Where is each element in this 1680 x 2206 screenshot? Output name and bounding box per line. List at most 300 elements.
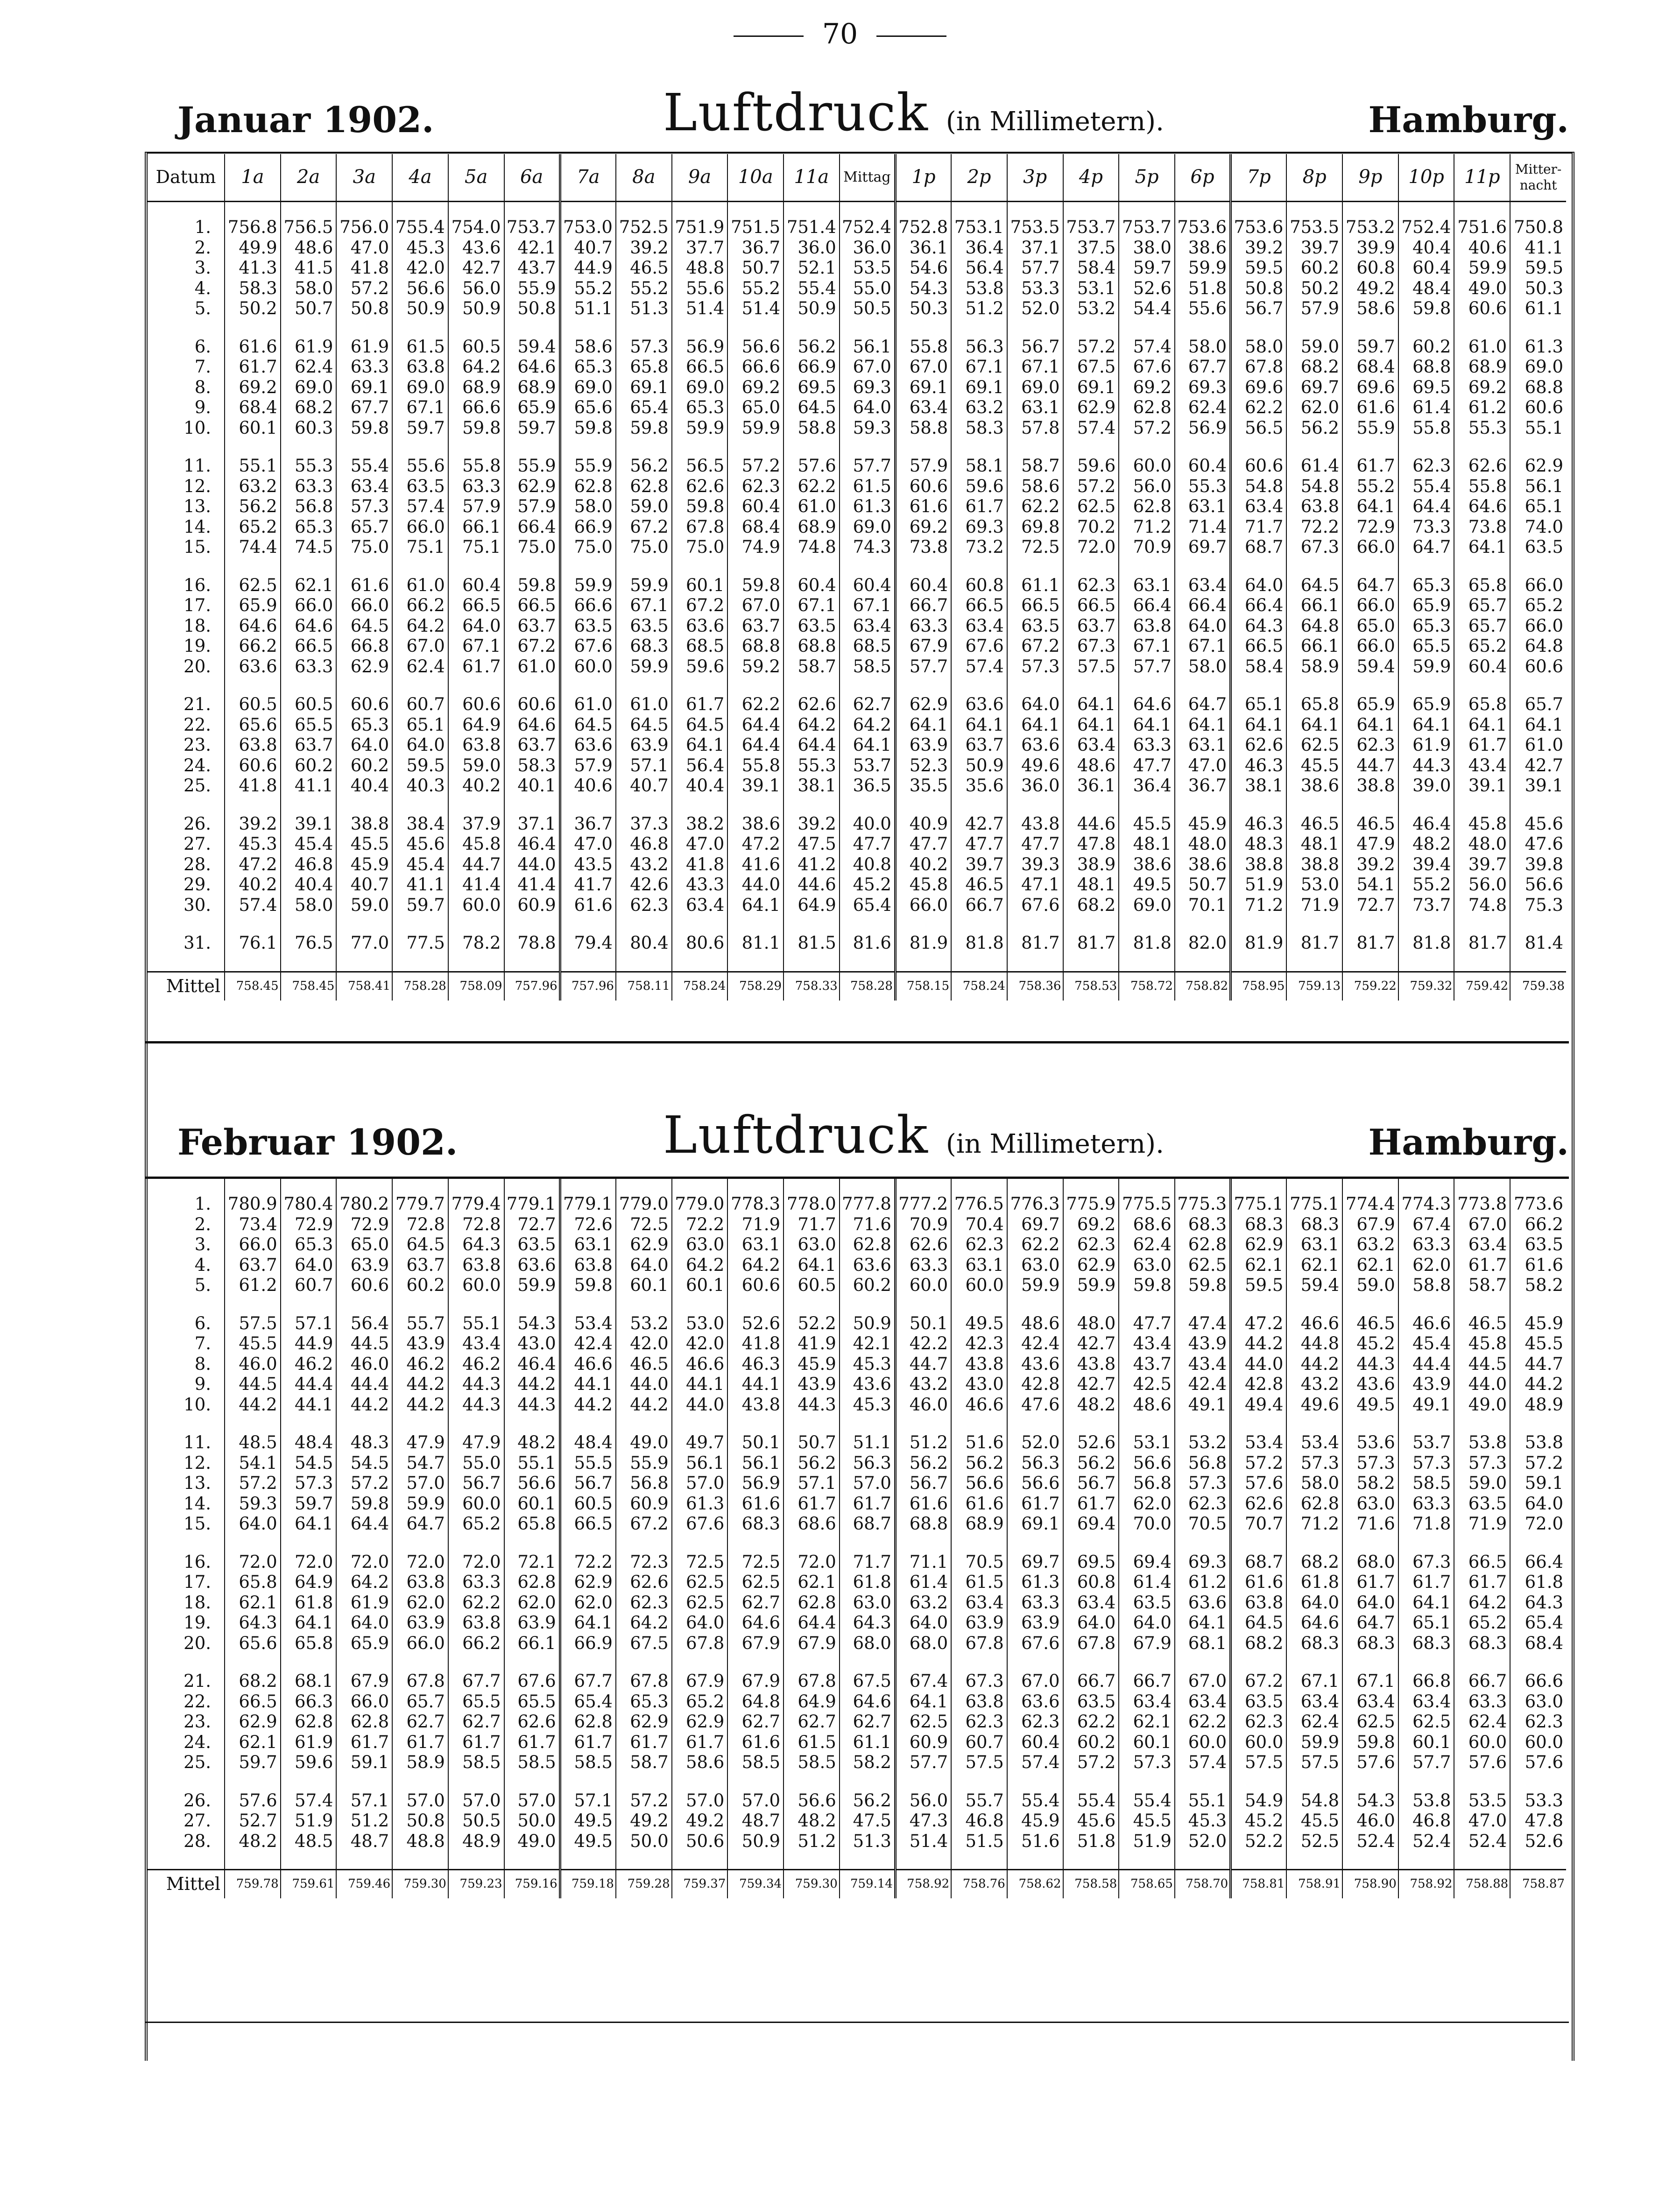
pressure-cell: 59.6 <box>672 656 728 677</box>
pressure-cell: 69.1 <box>1007 1514 1063 1534</box>
pressure-cell: 46.2 <box>281 1354 337 1374</box>
date-cell: 22. <box>184 714 212 735</box>
pressure-cell: 60.1 <box>672 575 728 596</box>
pressure-cell: 55.3 <box>784 755 840 776</box>
table-row <box>148 1214 1566 1235</box>
pressure-cell: 52.7 <box>225 1811 281 1831</box>
pressure-cell: 42.7 <box>448 258 504 278</box>
pressure-cell: 81.4 <box>1510 933 1566 953</box>
hour-header: 4p <box>1063 154 1119 202</box>
pressure-cell: 43.0 <box>951 1374 1007 1395</box>
pressure-cell: 60.9 <box>895 1732 951 1753</box>
pressure-cell: 71.1 <box>895 1552 951 1572</box>
pressure-cell: 43.3 <box>672 874 728 895</box>
pressure-cell: 66.6 <box>448 397 504 418</box>
pressure-cell: 58.5 <box>784 1752 840 1773</box>
pressure-cell: 58.1 <box>951 456 1007 476</box>
pressure-cell: 50.0 <box>616 1831 672 1852</box>
pressure-cell: 51.1 <box>840 1432 896 1453</box>
pressure-cell: 55.9 <box>616 1453 672 1473</box>
pressure-cell: 74.3 <box>840 537 896 557</box>
pressure-cell: 38.9 <box>1063 854 1119 875</box>
pressure-cell: 66.0 <box>392 1633 448 1654</box>
pressure-cell: 59.8 <box>1119 1275 1175 1296</box>
pressure-cell: 44.3 <box>448 1374 504 1395</box>
pressure-cell: 44.2 <box>616 1395 672 1415</box>
pressure-cell: 40.0 <box>840 814 896 834</box>
pressure-cell: 38.6 <box>1175 854 1231 875</box>
pressure-cell: 751.6 <box>1454 217 1510 238</box>
pressure-cell: 61.7 <box>784 1494 840 1514</box>
pressure-cell: 49.0 <box>1454 278 1510 299</box>
pressure-cell: 57.2 <box>1231 1453 1287 1473</box>
pressure-cell: 41.4 <box>448 874 504 895</box>
pressure-cell: 49.0 <box>616 1432 672 1453</box>
pressure-cell: 64.0 <box>1231 575 1287 596</box>
pressure-cell: 72.2 <box>672 1214 728 1235</box>
pressure-cell: 75.1 <box>448 537 504 557</box>
pressure-cell: 775.5 <box>1119 1194 1175 1214</box>
pressure-cell: 77.0 <box>336 933 392 953</box>
pressure-cell: 64.2 <box>448 357 504 377</box>
pressure-cell: 47.8 <box>1510 1811 1566 1831</box>
pressure-cell: 752.4 <box>840 217 896 238</box>
pressure-cell: 55.9 <box>560 456 616 476</box>
date-cell: 13. <box>184 1473 212 1493</box>
pressure-cell: 40.7 <box>616 775 672 796</box>
pressure-cell: 56.6 <box>504 1473 560 1494</box>
pressure-cell: 45.8 <box>448 834 504 854</box>
date-cell: 16. <box>184 1551 212 1572</box>
pressure-cell: 63.4 <box>951 616 1007 636</box>
pressure-cell: 68.8 <box>727 636 784 656</box>
pressure-cell: 60.6 <box>1454 298 1510 319</box>
pressure-cell: 57.1 <box>281 1313 337 1334</box>
pressure-cell: 53.8 <box>1398 1790 1454 1811</box>
pressure-cell: 40.2 <box>225 874 281 895</box>
pressure-cell: 62.8 <box>1175 1234 1231 1255</box>
date-cell: 23. <box>184 735 212 755</box>
pressure-cell: 55.1 <box>504 1453 560 1473</box>
pressure-cell: 56.6 <box>727 337 784 357</box>
pressure-cell: 61.0 <box>1510 735 1566 755</box>
pressure-cell: 62.5 <box>1063 496 1119 517</box>
pressure-cell: 47.2 <box>727 834 784 854</box>
pressure-cell: 63.5 <box>616 616 672 636</box>
pressure-cell: 63.6 <box>560 735 616 755</box>
pressure-cell: 56.7 <box>1063 1473 1119 1494</box>
pressure-cell: 73.8 <box>1454 517 1510 537</box>
hour-header: 3p <box>1007 154 1063 202</box>
pressure-cell: 57.3 <box>616 337 672 357</box>
pressure-cell: 751.9 <box>672 217 728 238</box>
pressure-cell: 61.6 <box>225 337 281 357</box>
pressure-cell: 45.6 <box>1063 1811 1119 1831</box>
pressure-cell: 41.7 <box>560 874 616 895</box>
pressure-cell: 59.7 <box>1342 337 1398 357</box>
pressure-cell: 70.5 <box>1175 1514 1231 1534</box>
pressure-cell: 56.6 <box>1007 1473 1063 1494</box>
spacer-row <box>148 677 1566 694</box>
date-cell: 6. <box>194 1313 212 1333</box>
date-cell: 9. <box>194 1374 212 1394</box>
mittel-cell: 759.42 <box>1454 972 1510 1001</box>
pressure-cell: 64.0 <box>448 616 504 636</box>
pressure-cell: 62.7 <box>392 1712 448 1732</box>
february-title-main: Luftdruck <box>663 1105 929 1165</box>
pressure-cell: 68.4 <box>225 397 281 418</box>
pressure-cell: 58.2 <box>1510 1275 1566 1296</box>
pressure-cell: 63.9 <box>336 1255 392 1276</box>
pressure-cell: 58.0 <box>560 496 616 517</box>
pressure-cell: 67.9 <box>784 1633 840 1654</box>
pressure-cell: 63.7 <box>1063 616 1119 636</box>
pressure-cell: 43.8 <box>1063 1354 1119 1374</box>
pressure-cell: 43.4 <box>1175 1354 1231 1374</box>
pressure-cell: 61.0 <box>392 575 448 596</box>
pressure-cell: 49.1 <box>1398 1395 1454 1415</box>
pressure-cell: 64.2 <box>336 1572 392 1593</box>
pressure-cell: 62.3 <box>1510 1712 1566 1732</box>
table-row <box>148 537 1566 557</box>
pressure-cell: 51.4 <box>727 298 784 319</box>
mittel-cell: 758.33 <box>784 972 840 1001</box>
pressure-cell: 43.9 <box>392 1333 448 1354</box>
pressure-cell: 44.9 <box>281 1333 337 1354</box>
date-cell: 8. <box>194 1353 212 1374</box>
pressure-cell: 61.8 <box>1510 1572 1566 1593</box>
pressure-cell: 51.9 <box>1119 1831 1175 1852</box>
pressure-cell: 67.6 <box>951 636 1007 656</box>
pressure-cell: 753.0 <box>560 217 616 238</box>
pressure-cell: 48.6 <box>281 238 337 258</box>
hour-header: 11a <box>784 154 840 202</box>
pressure-cell: 68.7 <box>1231 1552 1287 1572</box>
pressure-cell: 66.5 <box>1454 1552 1510 1572</box>
pressure-cell: 61.7 <box>336 1732 392 1753</box>
pressure-cell: 62.1 <box>1119 1712 1175 1732</box>
pressure-cell: 74.5 <box>281 537 337 557</box>
pressure-cell: 63.5 <box>1231 1692 1287 1712</box>
pressure-cell: 45.4 <box>281 834 337 854</box>
pressure-cell: 60.3 <box>281 418 337 438</box>
pressure-cell: 57.4 <box>281 1790 337 1811</box>
pressure-cell: 53.4 <box>560 1313 616 1334</box>
pressure-cell: 45.5 <box>225 1333 281 1354</box>
pressure-cell: 57.3 <box>1007 656 1063 677</box>
pressure-cell: 63.3 <box>895 1255 951 1276</box>
hour-header: Mitter-nacht <box>1510 154 1566 202</box>
pressure-cell: 59.6 <box>1063 456 1119 476</box>
spacer-row <box>148 953 1566 972</box>
date-cell: 25. <box>184 1752 212 1772</box>
pressure-cell: 69.1 <box>951 377 1007 398</box>
pressure-cell: 65.2 <box>1454 636 1510 656</box>
pressure-cell: 46.5 <box>1342 1313 1398 1334</box>
pressure-cell: 39.1 <box>727 775 784 796</box>
pressure-cell: 59.1 <box>336 1752 392 1773</box>
pressure-cell: 64.9 <box>448 715 504 735</box>
pressure-cell: 61.6 <box>895 1494 951 1514</box>
pressure-cell: 44.0 <box>727 874 784 895</box>
pressure-cell: 64.3 <box>1510 1593 1566 1613</box>
pressure-cell: 56.6 <box>392 278 448 299</box>
pressure-cell: 55.3 <box>1175 476 1231 497</box>
pressure-cell: 58.9 <box>1286 656 1342 677</box>
pressure-cell: 49.1 <box>1175 1395 1231 1415</box>
pressure-cell: 79.4 <box>560 933 616 953</box>
pressure-cell: 62.3 <box>1063 1234 1119 1255</box>
pressure-cell: 56.2 <box>840 1790 896 1811</box>
date-cell: 5. <box>194 298 212 318</box>
pressure-cell: 50.9 <box>448 298 504 319</box>
pressure-cell: 65.6 <box>560 397 616 418</box>
pressure-cell: 41.8 <box>727 1333 784 1354</box>
mittel-cell: 759.78 <box>225 1870 281 1899</box>
pressure-cell: 63.1 <box>1175 735 1231 755</box>
pressure-cell: 54.5 <box>336 1453 392 1473</box>
pressure-cell: 58.8 <box>1398 1275 1454 1296</box>
pressure-cell: 44.5 <box>1454 1354 1510 1374</box>
pressure-cell: 66.5 <box>951 595 1007 616</box>
pressure-cell: 64.0 <box>281 1255 337 1276</box>
pressure-cell: 45.5 <box>1286 1811 1342 1831</box>
date-cell: 19. <box>184 1613 212 1633</box>
pressure-cell: 50.7 <box>1175 874 1231 895</box>
spacer-row <box>148 1534 1566 1552</box>
pressure-cell: 48.5 <box>281 1831 337 1852</box>
pressure-cell: 63.6 <box>1007 1692 1063 1712</box>
pressure-cell: 50.5 <box>448 1811 504 1831</box>
pressure-cell: 58.5 <box>560 1752 616 1773</box>
table-row <box>148 874 1566 895</box>
pressure-cell: 57.2 <box>1063 1752 1119 1773</box>
pressure-cell: 69.3 <box>1175 377 1231 398</box>
pressure-cell: 38.8 <box>1342 775 1398 796</box>
pressure-cell: 44.6 <box>784 874 840 895</box>
pressure-cell: 63.4 <box>1286 1692 1342 1712</box>
table-row <box>148 238 1566 258</box>
pressure-cell: 81.7 <box>1007 933 1063 953</box>
mittel-cell: 758.72 <box>1119 972 1175 1001</box>
pressure-cell: 59.5 <box>392 755 448 776</box>
pressure-cell: 70.0 <box>1119 1514 1175 1534</box>
pressure-cell: 36.0 <box>840 238 896 258</box>
pressure-cell: 779.1 <box>560 1194 616 1214</box>
pressure-cell: 59.9 <box>504 1275 560 1296</box>
pressure-cell: 60.7 <box>951 1732 1007 1753</box>
pressure-cell: 61.6 <box>560 895 616 916</box>
pressure-cell: 75.0 <box>336 537 392 557</box>
pressure-cell: 61.0 <box>504 656 560 677</box>
pressure-cell: 63.0 <box>784 1234 840 1255</box>
pressure-cell: 80.4 <box>616 933 672 953</box>
pressure-cell: 42.1 <box>840 1333 896 1354</box>
pressure-cell: 60.1 <box>616 1275 672 1296</box>
pressure-cell: 59.5 <box>1231 1275 1287 1296</box>
pressure-cell: 56.8 <box>616 1473 672 1494</box>
pressure-cell: 57.2 <box>1119 418 1175 438</box>
pressure-cell: 44.2 <box>225 1395 281 1415</box>
pressure-cell: 42.6 <box>616 874 672 895</box>
hour-header: 9a <box>672 154 728 202</box>
pressure-cell: 66.0 <box>336 1692 392 1712</box>
pressure-cell: 44.3 <box>504 1395 560 1415</box>
mittel-cell: 758.28 <box>392 972 448 1001</box>
pressure-cell: 53.7 <box>840 755 896 776</box>
pressure-cell: 63.7 <box>951 735 1007 755</box>
pressure-cell: 47.0 <box>336 238 392 258</box>
pressure-cell: 60.0 <box>1231 1732 1287 1753</box>
spacer-row <box>148 1179 1566 1194</box>
hour-header: 7p <box>1231 154 1287 202</box>
pressure-cell: 63.8 <box>448 1255 504 1276</box>
pressure-cell: 48.8 <box>392 1831 448 1852</box>
pressure-cell: 61.7 <box>840 1494 896 1514</box>
pressure-cell: 56.3 <box>1007 1453 1063 1473</box>
pressure-cell: 63.4 <box>336 476 392 497</box>
pressure-cell: 60.2 <box>392 1275 448 1296</box>
pressure-cell: 70.7 <box>1231 1514 1287 1534</box>
spacer-row <box>148 1851 1566 1870</box>
pressure-cell: 62.9 <box>225 1712 281 1732</box>
pressure-cell: 66.7 <box>951 895 1007 916</box>
pressure-cell: 68.0 <box>1342 1552 1398 1572</box>
pressure-cell: 73.7 <box>1398 895 1454 916</box>
table-row <box>148 1790 1566 1811</box>
pressure-cell: 59.9 <box>1007 1275 1063 1296</box>
pressure-cell: 65.9 <box>336 1633 392 1654</box>
pressure-cell: 44.2 <box>1231 1333 1287 1354</box>
pressure-cell: 53.8 <box>1454 1432 1510 1453</box>
pressure-cell: 756.5 <box>281 217 337 238</box>
table-row <box>148 1671 1566 1692</box>
pressure-cell: 72.0 <box>225 1552 281 1572</box>
pressure-cell: 64.2 <box>727 1255 784 1276</box>
pressure-cell: 69.7 <box>1175 537 1231 557</box>
pressure-cell: 39.0 <box>1398 775 1454 796</box>
pressure-cell: 61.4 <box>1398 397 1454 418</box>
pressure-cell: 60.6 <box>895 476 951 497</box>
pressure-cell: 752.4 <box>1398 217 1454 238</box>
pressure-cell: 62.9 <box>616 1234 672 1255</box>
pressure-cell: 57.4 <box>1007 1752 1063 1773</box>
pressure-cell: 58.5 <box>504 1752 560 1773</box>
pressure-cell: 65.5 <box>281 715 337 735</box>
pressure-cell: 53.3 <box>1510 1790 1566 1811</box>
date-cell: 5. <box>194 1275 212 1295</box>
pressure-cell: 50.9 <box>392 298 448 319</box>
pressure-cell: 63.5 <box>1510 1234 1566 1255</box>
pressure-cell: 62.2 <box>727 694 784 715</box>
pressure-cell: 65.1 <box>392 715 448 735</box>
pressure-cell: 50.2 <box>225 298 281 319</box>
pressure-cell: 42.4 <box>1007 1333 1063 1354</box>
pressure-cell: 44.3 <box>784 1395 840 1415</box>
pressure-cell: 57.3 <box>336 496 392 517</box>
pressure-cell: 67.9 <box>895 636 951 656</box>
pressure-cell: 65.8 <box>616 357 672 377</box>
pressure-cell: 64.5 <box>784 397 840 418</box>
pressure-cell: 47.7 <box>951 834 1007 854</box>
pressure-cell: 66.2 <box>1510 1214 1566 1235</box>
pressure-cell: 64.1 <box>560 1613 616 1633</box>
pressure-cell: 50.0 <box>504 1811 560 1831</box>
pressure-cell: 62.4 <box>1119 1234 1175 1255</box>
pressure-cell: 59.5 <box>1510 258 1566 278</box>
pressure-cell: 38.8 <box>336 814 392 834</box>
pressure-cell: 69.1 <box>336 377 392 398</box>
mittel-cell: 758.95 <box>1231 972 1287 1001</box>
pressure-cell: 48.1 <box>1063 874 1119 895</box>
pressure-cell: 60.1 <box>672 1275 728 1296</box>
pressure-cell: 64.6 <box>225 616 281 636</box>
pressure-cell: 75.0 <box>616 537 672 557</box>
pressure-cell: 60.0 <box>448 1494 504 1514</box>
pressure-cell: 57.9 <box>504 496 560 517</box>
pressure-cell: 38.6 <box>1286 775 1342 796</box>
pressure-cell: 72.9 <box>336 1214 392 1235</box>
pressure-cell: 64.0 <box>1063 1613 1119 1633</box>
pressure-cell: 72.5 <box>616 1214 672 1235</box>
pressure-cell: 47.6 <box>1007 1395 1063 1415</box>
pressure-cell: 48.7 <box>336 1831 392 1852</box>
pressure-cell: 62.7 <box>784 1712 840 1732</box>
pressure-cell: 60.4 <box>840 575 896 596</box>
pressure-cell: 71.9 <box>1286 895 1342 916</box>
pressure-cell: 52.4 <box>1454 1831 1510 1852</box>
pressure-cell: 58.6 <box>672 1752 728 1773</box>
pressure-cell: 39.2 <box>225 814 281 834</box>
table-row <box>148 595 1566 616</box>
date-cell: 26. <box>184 1790 212 1811</box>
pressure-cell: 36.4 <box>1119 775 1175 796</box>
pressure-cell: 63.2 <box>225 476 281 497</box>
pressure-cell: 50.3 <box>1510 278 1566 299</box>
pressure-cell: 47.2 <box>1231 1313 1287 1334</box>
pressure-cell: 55.2 <box>1398 874 1454 895</box>
mittel-cell: 758.24 <box>951 972 1007 1001</box>
pressure-cell: 68.2 <box>281 397 337 418</box>
pressure-cell: 61.6 <box>727 1732 784 1753</box>
pressure-cell: 62.8 <box>560 1712 616 1732</box>
pressure-cell: 70.5 <box>951 1552 1007 1572</box>
pressure-cell: 60.8 <box>1063 1572 1119 1593</box>
pressure-cell: 46.6 <box>560 1354 616 1374</box>
pressure-cell: 64.8 <box>1510 636 1566 656</box>
pressure-cell: 64.6 <box>504 715 560 735</box>
pressure-cell: 44.2 <box>392 1395 448 1415</box>
pressure-cell: 43.8 <box>951 1354 1007 1374</box>
pressure-cell: 54.1 <box>225 1453 281 1473</box>
pressure-cell: 55.3 <box>281 456 337 476</box>
pressure-cell: 47.0 <box>1175 755 1231 776</box>
pressure-cell: 62.0 <box>1398 1255 1454 1276</box>
pressure-cell: 72.7 <box>1342 895 1398 916</box>
pressure-cell: 69.3 <box>951 517 1007 537</box>
mittel-label: Mittel <box>148 1870 225 1899</box>
pressure-cell: 57.7 <box>1398 1752 1454 1773</box>
pressure-cell: 64.1 <box>727 895 784 916</box>
pressure-cell: 60.1 <box>1119 1732 1175 1753</box>
hour-header: Mittag <box>840 154 896 202</box>
pressure-cell: 66.0 <box>392 517 448 537</box>
pressure-cell: 53.6 <box>1342 1432 1398 1453</box>
pressure-cell: 56.5 <box>1231 418 1287 438</box>
pressure-cell: 50.1 <box>895 1313 951 1334</box>
pressure-cell: 63.3 <box>448 476 504 497</box>
pressure-cell: 63.2 <box>1342 1234 1398 1255</box>
